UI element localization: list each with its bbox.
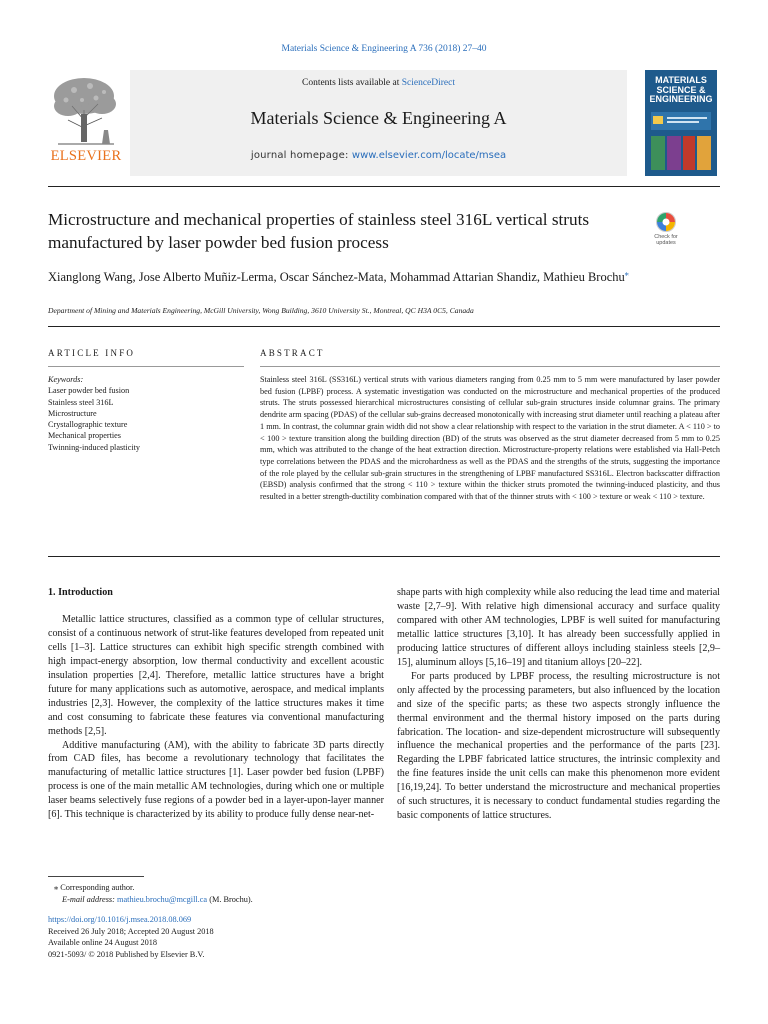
- contents-line: [130, 78, 627, 88]
- introduction-heading: 1. Introduction: [48, 587, 113, 598]
- abstract-rule: [260, 366, 720, 367]
- author-email-link[interactable]: mathieu.brochu@mcgill.ca: [117, 894, 208, 904]
- journal-cover-image[interactable]: [645, 70, 717, 176]
- journal-homepage-line: [130, 150, 627, 161]
- abstract-bottom-rule: [48, 556, 720, 557]
- abstract-text: Stainless steel 316L (SS316L) vertical struts with various diameters ranging from 0.25 mm to 5 mm were manufactured by laser powder bed fusion (LPBF) process. A systematic investigation was conducted on the microstructure and mechanical properties of the produced struts. The struts possessed hierarchical microstructures consisting of cellular sub-grain structures inside columnar grains. The primary dendrite arm spacing (PDAS) of the cellular sub-grains decreased monotonically with increasing strut diameter until reaching a plateau after 1 mm. In contrast, the columnar grain width did not show a clear relationship with respect to the variation in the strut diameter. A < 110 > to < 100 > texture transition along the building direction (BD) of the struts was observed as the strut diameter decreased from 5 mm to 0.25 mm, which was attributed to the change of the heat extraction direction. Microstructure-property relations were established via Hall-Petch type correlations between the PDAS and the microhardness as well as the PDAS and the strengths of the struts, suggesting the importance of the role played by the cellular sub-grain structures in the strengthening of LPBF manufactured SS316L. Electron backscatter diffraction (EBSD) analysis confirmed that the strong < 110 > texture within the thicker struts promoted the twinning-induced plasticity, and thus resulted in a better strength-ductility combination compared with that of the thinner struts with < 100 > texture or weak < 110 > texture.: [260, 375, 720, 502]
- author-affiliation: Department of Mining and Materials Engineering, McGill University, Wong Building, 3610 University St., Montreal, QC H3A 0C5, Canada: [48, 306, 474, 315]
- crossmark-badge[interactable]: [646, 212, 686, 258]
- keywords-block: [48, 374, 248, 453]
- footnote: [48, 882, 448, 905]
- author-list: [48, 264, 708, 287]
- corresponding-author-mark[interactable]: ⁎: [624, 269, 629, 278]
- footnote-rule: [48, 876, 144, 877]
- crossmark-text: Check for updates: [654, 234, 678, 246]
- abstract-heading: ABSTRACT: [260, 348, 325, 358]
- doi-link[interactable]: https://doi.org/10.1016/j.msea.2018.08.069: [48, 915, 192, 924]
- keyword-item: Laser powder bed fusion: [48, 386, 130, 396]
- article-info-heading: ARTICLE INFO: [48, 348, 136, 358]
- keyword-item: Mechanical properties: [48, 431, 121, 441]
- cover-title: MATERIALS SCIENCE & ENGINEERING: [649, 75, 713, 104]
- footnote-mark: ⁎: [54, 883, 59, 892]
- journal-reference-link[interactable]: Materials Science & Engineering A 736 (2018) 27–40: [281, 44, 487, 54]
- footnote-corresponding-text: Corresponding author.: [60, 883, 135, 892]
- contents-prefix: Contents lists available at: [301, 78, 402, 88]
- homepage-link[interactable]: www.elsevier.com/locate/msea: [351, 150, 507, 161]
- body-right-column: [397, 586, 720, 823]
- authors-text: Xianglong Wang, Jose Alberto Muñiz-Lerma, Oscar Sánchez-Mata, Mohammad Attarian Shandiz, Mathieu Brochu: [48, 270, 625, 285]
- body-left-column: [48, 586, 384, 822]
- journal-title: Materials Science & Engineering A: [250, 108, 507, 128]
- available-online-date: Available online 24 August 2018: [48, 938, 158, 948]
- title-section-rule: [48, 326, 720, 327]
- cover-art-icon: [645, 70, 717, 176]
- crossmark-icon: [646, 212, 686, 234]
- header-rule: [48, 186, 720, 187]
- footnote-email-line: [48, 894, 448, 906]
- received-accepted-dates: Received 26 July 2018; Accepted 20 August 2018: [48, 926, 214, 936]
- body-paragraph: shape parts with high complexity while also reducing the lead time and material waste [2,7–9]. With relative high dimensional accuracy and surface quality compared with other AM technologies, LPBF is well suited for manufacturing metallic lattice structures [3,10]. It has already been successfully applied in producing lattice structures of different alloys including stainless steels [2,9–15], aluminum alloys [5,16–19] and titanium alloys [20–22].: [397, 587, 720, 668]
- keyword-item: Microstructure: [48, 408, 97, 418]
- body-paragraph: Additive manufacturing (AM), with the ability to fabricate 3D parts directly from CAD files, has become a revolutionary technology that facilitates the manufacturing of metallic lattice structures [1]. Laser powder bed fusion (LPBF) process is one of the main metallic AM technologies, during which one or multiple laser beams selectively fuse regions of a powder bed in a layer-upon-layer manner [6]. This technique is characterized by its ability to produce fully dense near-net-: [48, 739, 384, 821]
- footnote-corresponding-line: [48, 882, 448, 894]
- keyword-item: Stainless steel 316L: [48, 397, 114, 407]
- keyword-item: Twinning-induced plasticity: [48, 442, 140, 452]
- article-title: Microstructure and mechanical properties of stainless steel 316L vertical struts manufactured by laser powder bed fusion process: [48, 210, 590, 252]
- body-paragraph: Metallic lattice structures, classified as a common type of cellular structures, consist of a continuous network of strut-like features developed from repeated unit cells [1–3]. Lattice structures can exhibit high specific strength combined with high impact-energy absorption, low thermal conductivity and excellent acoustic insulation properties [2,4]. Therefore, metallic lattice structures have a bright future for many applications such as automotive, aerospace, and medical implants industries [2,3]. However, the complexity of the lattice structures makes it time and cost consuming to fabricate these features via conventional manufacturing methods [2,5].: [48, 613, 384, 737]
- keyword-item: Crystallographic texture: [48, 420, 128, 430]
- elsevier-wordmark: ELSEVIER: [50, 148, 122, 164]
- email-label: E-mail address:: [62, 894, 117, 904]
- keywords-label: Keywords:: [48, 375, 84, 384]
- email-suffix: (M. Brochu).: [207, 894, 253, 904]
- body-paragraph: For parts produced by LPBF process, the resulting microstructure is not only affected by the processing parameters, but also influenced by the location and size of the specific parts; as these two aspects strongly influence the thermal environment and the thermal history imposed on the parts during fabrication. The location- and size-dependent microstructure will subsequently influence the mechanical properties and the performance of the parts [23]. Regarding the LPBF fabricated lattice structures, the intrinsic complexity and the fine features inside the unit cells can make this phenomenon more evident [16,19,24]. To better understand the microstructure and mechanical properties of such structures, it is necessary to conduct fundamental studies regarding the basic components of lattice structures.: [397, 670, 720, 822]
- article-info-rule: [48, 366, 244, 367]
- homepage-label: journal homepage:: [250, 150, 352, 161]
- publication-info: [48, 914, 448, 961]
- copyright-line: 0921-5093/ © 2018 Published by Elsevier B.V.: [48, 950, 205, 960]
- sciencedirect-link[interactable]: ScienceDirect: [401, 78, 455, 88]
